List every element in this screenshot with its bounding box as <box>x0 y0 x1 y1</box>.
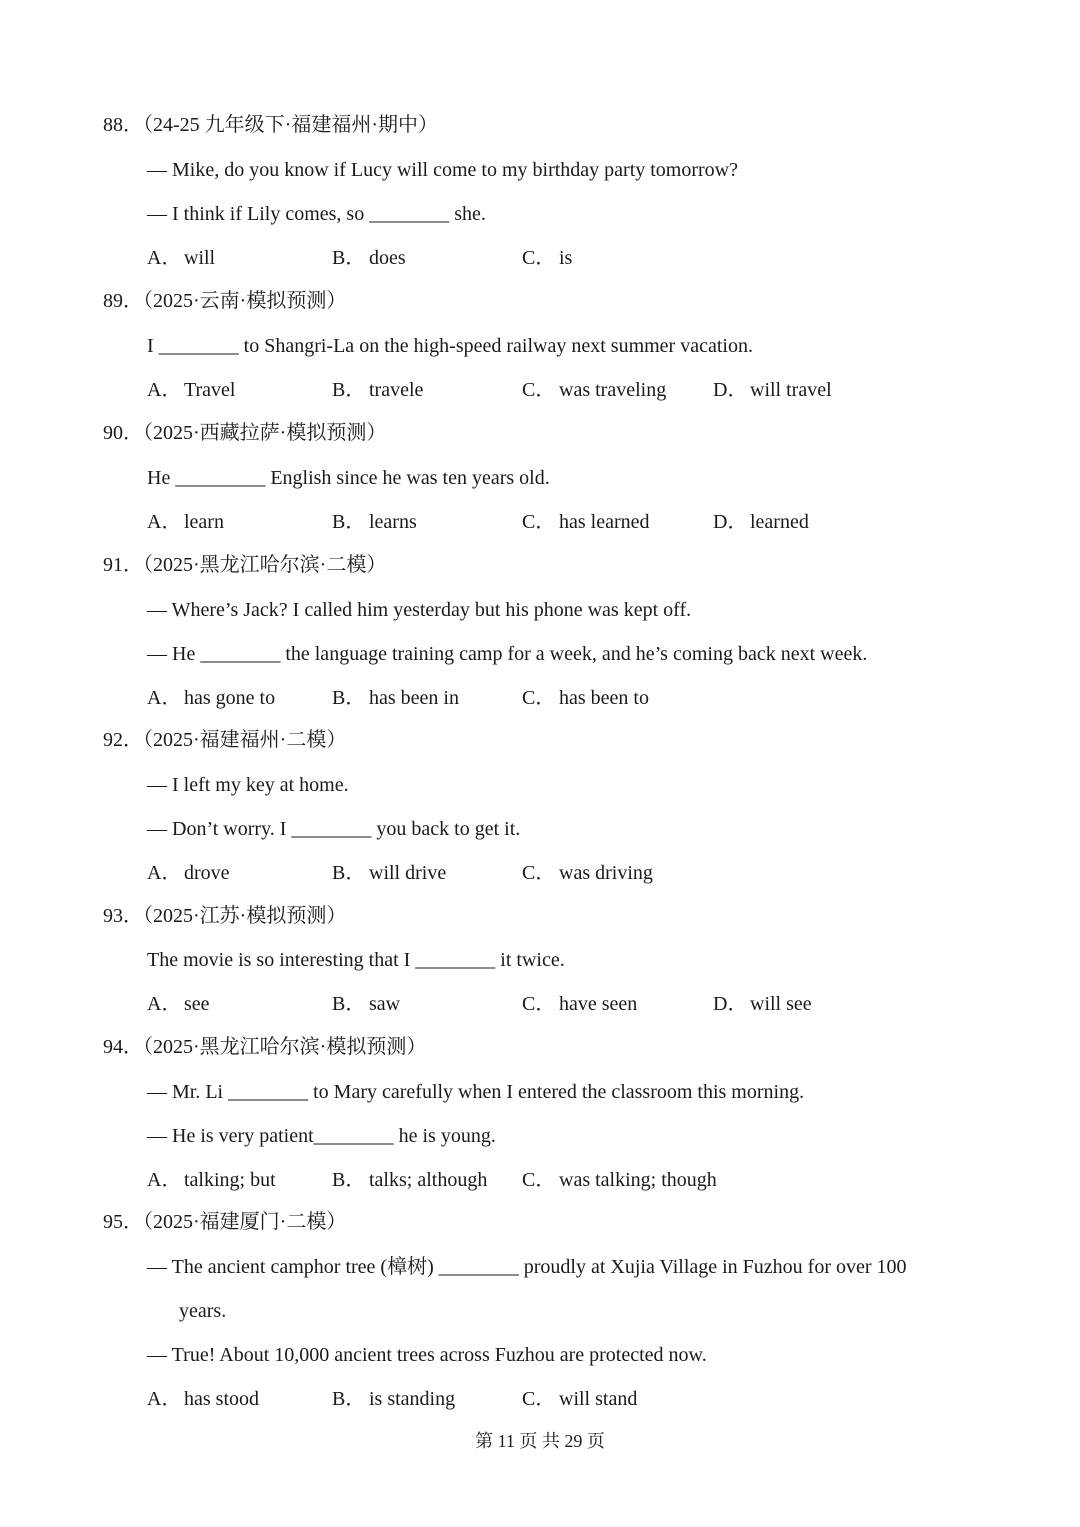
options-row <box>147 992 1047 1016</box>
option-b: B． talks; although <box>332 1169 488 1191</box>
option-c: C． was traveling <box>522 379 667 401</box>
option-a: A． see <box>147 993 210 1015</box>
option-d: D． will see <box>713 993 812 1015</box>
question-line: — He is very patient________ he is young. <box>147 1125 496 1147</box>
question-line: He _________ English since he was ten years old. <box>147 467 550 489</box>
option-b: B． is standing <box>332 1388 456 1410</box>
option-b: B． learns <box>332 511 417 533</box>
question-header: 92．（2025·福建福州·二模） <box>103 729 347 751</box>
options-row <box>147 246 1047 270</box>
question-line: — The ancient camphor tree (樟树) ________ proudly at Xujia Village in Fuzhou for over 100 <box>147 1256 907 1278</box>
option-c: C． was talking; though <box>522 1169 717 1191</box>
question-line: — Mr. Li ________ to Mary carefully when I entered the classroom this morning. <box>147 1081 805 1103</box>
option-a: A． has gone to <box>147 687 276 709</box>
question-header: 88．（24-25 九年级下·福建福州·期中） <box>103 114 438 136</box>
option-b: B． has been in <box>332 687 459 709</box>
options-row <box>147 510 1047 534</box>
options-row <box>147 1168 1047 1192</box>
option-a: A． Travel <box>147 379 236 401</box>
options-row <box>147 378 1047 402</box>
question-line: — Where’s Jack? I called him yesterday but his phone was kept off. <box>147 599 692 621</box>
options-row <box>147 861 1047 885</box>
question-line: — Don’t worry. I ________ you back to get it. <box>147 818 521 840</box>
option-b: B． does <box>332 247 406 269</box>
options-row <box>147 686 1047 710</box>
question-header: 94．（2025·黑龙江哈尔滨·模拟预测） <box>103 1036 427 1058</box>
option-c: C． has learned <box>522 511 650 533</box>
option-b: B． travele <box>332 379 424 401</box>
option-d: D． learned <box>713 511 809 533</box>
option-c: C． has been to <box>522 687 649 709</box>
question-line: — He ________ the language training camp for a week, and he’s coming back next week. <box>147 643 868 665</box>
option-b: B． will drive <box>332 862 447 884</box>
option-c: C． was driving <box>522 862 653 884</box>
option-a: A． talking; but <box>147 1169 276 1191</box>
question-header: 93．（2025·江苏·模拟预测） <box>103 905 347 927</box>
option-d: D． will travel <box>713 379 832 401</box>
page-footer: 第 11 页 共 29 页 <box>475 1431 605 1451</box>
question-line: — Mike, do you know if Lucy will come to my birthday party tomorrow? <box>147 159 739 181</box>
option-a: A． has stood <box>147 1388 259 1410</box>
option-b: B． saw <box>332 993 401 1015</box>
option-c: C． will stand <box>522 1388 638 1410</box>
option-a: A． will <box>147 247 216 269</box>
question-line: The movie is so interesting that I ________ it twice. <box>147 949 565 971</box>
option-c: C． is <box>522 247 573 269</box>
option-c: C． have seen <box>522 993 638 1015</box>
question-line: — I think if Lily comes, so ________ she. <box>147 203 486 225</box>
option-a: A． learn <box>147 511 224 533</box>
option-a: A． drove <box>147 862 230 884</box>
question-header: 89．（2025·云南·模拟预测） <box>103 290 347 312</box>
question-header: 90．（2025·西藏拉萨·模拟预测） <box>103 422 387 444</box>
question-line: — True! About 10,000 ancient trees across Fuzhou are protected now. <box>147 1344 707 1366</box>
question-header: 91．（2025·黑龙江哈尔滨·二模） <box>103 554 387 576</box>
options-row <box>147 1387 1047 1411</box>
question-line: — I left my key at home. <box>147 774 349 796</box>
question-line-continued: years. <box>179 1300 227 1322</box>
question-line: I ________ to Shangri-La on the high-speed railway next summer vacation. <box>147 335 753 357</box>
question-header: 95．（2025·福建厦门·二模） <box>103 1211 347 1233</box>
